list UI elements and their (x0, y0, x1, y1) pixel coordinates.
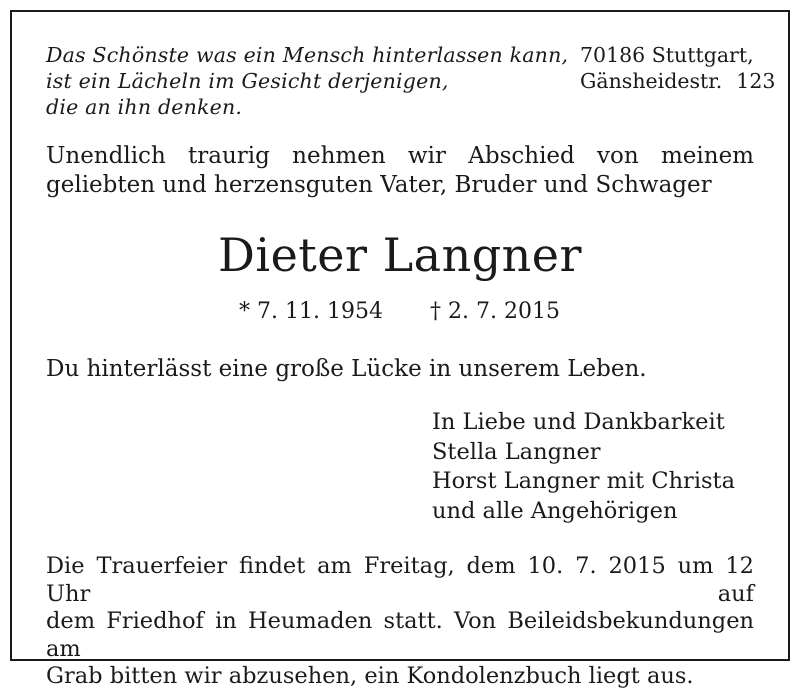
motto-quote (46, 42, 568, 120)
motto-line: Das Schönste was ein Mensch hinterlassen kann, (46, 43, 569, 67)
address-city: 70186 Stuttgart, (580, 43, 754, 67)
address-street: Gänsheidestr. (580, 69, 723, 93)
motto-line: die an ihn denken. (46, 95, 243, 119)
deceased-name: Dieter Langner (217, 228, 583, 282)
signer-line: Horst Langner mit Christa (432, 468, 736, 494)
death-date: † 2. 7. 2015 (430, 299, 560, 324)
intro-line: geliebten und herzensguten Vater, Bruder und Schwager (46, 172, 712, 198)
address-block (580, 42, 775, 94)
motto-line: ist ein Lächeln im Gesicht derjenigen, (46, 69, 449, 93)
intro-text (46, 142, 754, 200)
signer-line: Stella Langner (432, 438, 601, 465)
signers-block (432, 408, 735, 526)
obituary-notice (10, 10, 790, 689)
funeral-line: Grab bitten wir abzusehen, ein Kondolenzbuch liegt aus. (46, 663, 694, 689)
birth-date: * 7. 11. 1954 (239, 299, 383, 324)
funeral-line: dem Friedhof in Heumaden statt. Von Beileidsbekundungen am (46, 608, 754, 662)
signer-line: und alle Angehörigen (432, 497, 678, 524)
loss-statement: Du hinterlässt eine große Lücke in unserem Leben. (46, 356, 647, 382)
funeral-line: Die Trauerfeier findet am Freitag, dem 10. 7. 2015 um 12 Uhr auf (46, 553, 754, 607)
address-street-line (580, 68, 775, 94)
funeral-info (46, 553, 754, 691)
signer-line: In Liebe und Dankbarkeit (432, 409, 725, 435)
intro-line: Unendlich traurig nehmen wir Abschied von meinem (46, 143, 754, 169)
address-number: 123 (736, 69, 776, 93)
